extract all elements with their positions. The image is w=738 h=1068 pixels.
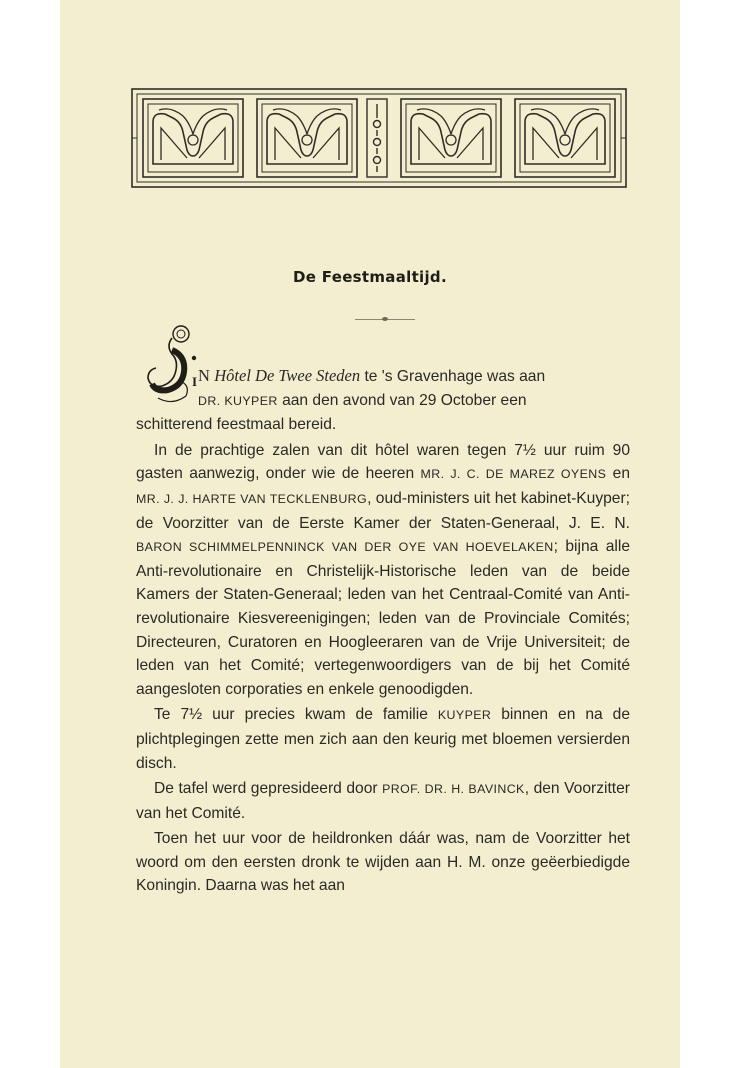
page-title: De Feestmaaltijd.	[293, 268, 447, 286]
dropcap-letter: I	[192, 374, 198, 389]
paragraph-2: In de prachtige zalen van dit hôtel waren tegen 7½ uur ruim 90 gasten aanwezig, onder wie de heeren MR. J. C. DE MAREZ OYENS en MR. J. J. HARTE VAN TECKLENBURG, oud-ministers uit het kabinet-Kuyper; de Voorzitter van de Eerste Kamer der Staten-Generaal, J. E. N. BARON SCHIMMELPENNINCK VAN DER OYE VAN HOEVELAKEN; bijna alle Anti-revolutionaire en Christelijk-Historische leden van de beide Kamers der Staten-Generaal; leden van het Centraal-Comité van Anti-revolutionaire Kiesvereenigingen; leden van de Provinciale Comités; Directeuren, Curatoren en Hoogleeraren van de Vrije Universiteit; de leden van het Comité; vertegenwoordigers van de bij het Comité aangesloten corporaties en enkele genoodigden.	[136, 441, 631, 698]
paragraph-3: Te 7½ uur precies kwam de familie KUYPER binnen en na de plichtplegingen zette men zich aan den keurig met bloemen versierden disch.	[136, 706, 630, 772]
paragraph-1-line-2: DR. KUYPER aan den avond van 29 October een	[198, 391, 527, 409]
paragraph-5: Toen het uur voor de heildronken dáár was, nam de Voorzitter het woord om den eersten dronk te wijden aan H. M. onze geëerbiedigde Koningin. Daarna was het aan	[136, 830, 630, 895]
book-page	[60, 0, 680, 1068]
divider-ornament	[382, 317, 388, 321]
body-text	[136, 364, 630, 898]
paragraph-1-line-1: N Hôtel De Twee Steden te 's Gravenhage was aan	[198, 366, 546, 385]
ornament-header-band	[131, 88, 627, 188]
paragraph-1-line-3: schitterend feestmaal bereid.	[136, 416, 337, 434]
paragraph-4: De tafel werd gepresideerd door PROF. DR. H. BAVINCK, den Voorzitter van het Comité.	[136, 780, 630, 822]
